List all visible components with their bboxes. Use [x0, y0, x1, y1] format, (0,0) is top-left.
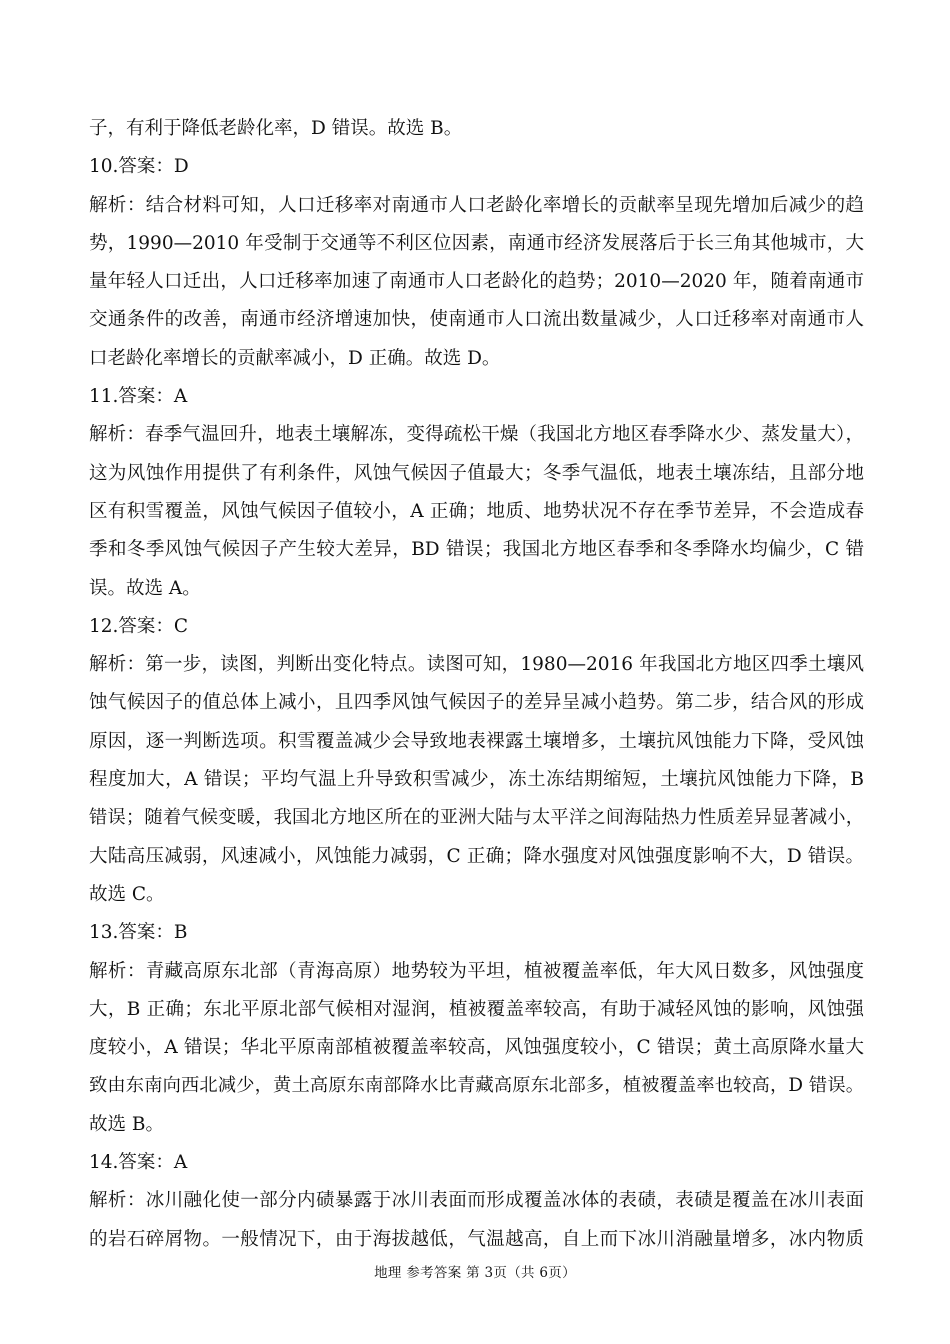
- text-line: 解析：结合材料可知，人口迁移率对南通市人口老龄化率增长的贡献率呈现先增加后减少的趋: [89, 194, 864, 216]
- text-line: 大陆高压减弱，风速减小，风蚀能力减弱，C 正确；降水强度对风蚀强度影响不大，D 错误。: [89, 845, 864, 867]
- answer-heading: 10.答案：D: [89, 156, 189, 178]
- text-line: 子，有利于降低老龄化率，D 错误。故选 B。: [89, 118, 463, 139]
- answer-heading: 13.答案：B: [89, 922, 188, 944]
- document-body: [89, 110, 864, 1259]
- text-line: 解析：冰川融化使一部分内碛暴露于冰川表面而形成覆盖冰体的表碛，表碛是覆盖在冰川表面: [89, 1190, 864, 1212]
- answer-heading: 14.答案：A: [89, 1152, 188, 1174]
- text-line: 解析：春季气温回升，地表土壤解冻，变得疏松干燥（我国北方地区春季降水少、蒸发量大），: [89, 424, 864, 446]
- text-line: 程度加大，A 错误；平均气温上升导致积雪减少，冻土冻结期缩短，土壤抗风蚀能力下降，B: [89, 769, 864, 791]
- page-footer: 地理 参考答案 第 3页（共 6页）: [374, 1265, 576, 1281]
- text-line: 蚀气候因子的值总体上减小，且四季风蚀气候因子的差异呈减小趋势。第二步，结合风的形成: [89, 692, 864, 714]
- text-line: 误。故选 A。: [89, 577, 201, 599]
- text-line: 错误；随着气候变暖，我国北方地区所在的亚洲大陆与太平洋之间海陆热力性质差异显著减小，: [89, 807, 864, 829]
- text-line: 交通条件的改善，南通市经济增速加快，使南通市人口流出数量减少，人口迁移率对南通市人: [89, 309, 864, 331]
- text-line: 故选 C。: [89, 883, 165, 905]
- answer-heading: 11.答案：A: [89, 386, 188, 408]
- text-line: 故选 B。: [89, 1113, 164, 1135]
- text-line: 量年轻人口迁出，人口迁移率加速了南通市人口老龄化的趋势；2010—2020 年，随着南通市: [89, 271, 864, 293]
- text-line: 解析：青藏高原东北部（青海高原）地势较为平坦，植被覆盖率低，年大风日数多，风蚀强度: [89, 960, 864, 982]
- text-line: 原因，逐一判断选项。积雪覆盖减少会导致地表裸露土壤增多，土壤抗风蚀能力下降，受风蚀: [89, 730, 864, 752]
- text-line: 度较小，A 错误；华北平原南部植被覆盖率较高，风蚀强度较小，C 错误；黄土高原降水量大: [89, 1037, 864, 1059]
- text-line: 解析：第一步，读图，判断出变化特点。读图可知，1980—2016 年我国北方地区四季土壤风: [89, 654, 864, 676]
- text-line: 区有积雪覆盖，风蚀气候因子值较小，A 正确；地质、地势状况不存在季节差异，不会造成春: [89, 500, 864, 522]
- text-line: 这为风蚀作用提供了有利条件，风蚀气候因子值最大；冬季气温低，地表土壤冻结，且部分地: [89, 462, 864, 484]
- text-line: 季和冬季风蚀气候因子产生较大差异，BD 错误；我国北方地区春季和冬季降水均偏少，C 错: [89, 539, 864, 561]
- text-line: 的岩石碎屑物。一般情况下，由于海拔越低，气温越高，自上而下冰川消融量增多，冰内物质: [89, 1228, 864, 1250]
- text-line: 口老龄化率增长的贡献率减小，D 正确。故选 D。: [89, 347, 501, 369]
- text-line: 势，1990—2010 年受制于交通等不利区位因素，南通市经济发展落后于长三角其他城市，大: [89, 232, 864, 254]
- answer-heading: 12.答案：C: [89, 615, 189, 637]
- text-line: 致由东南向西北减少，黄土高原东南部降水比青藏高原东北部多，植被覆盖率也较高，D 错误。: [89, 1075, 864, 1097]
- text-line: 大，B 正确；东北平原北部气候相对湿润，植被覆盖率较高，有助于减轻风蚀的影响，风蚀强: [89, 998, 864, 1020]
